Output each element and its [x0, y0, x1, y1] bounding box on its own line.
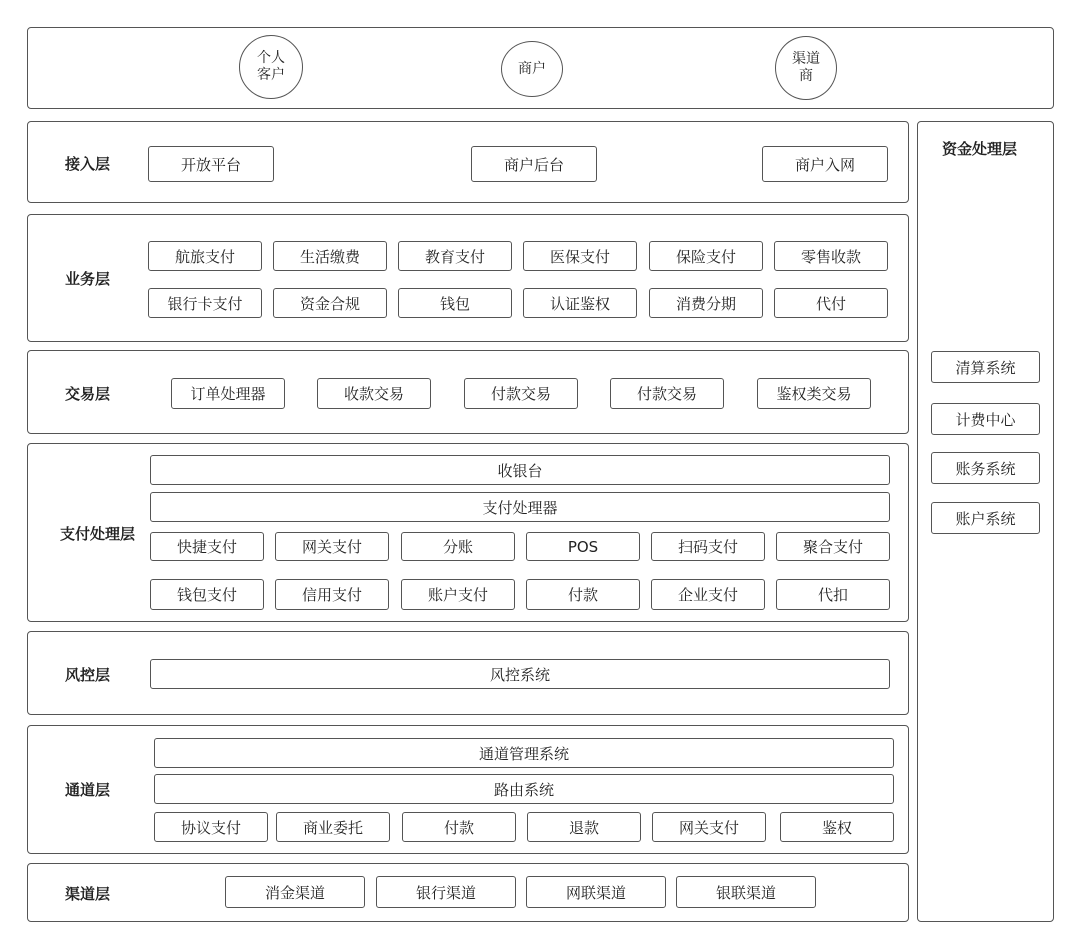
channel-item[interactable]: 消金渠道 [225, 876, 365, 908]
channel-item[interactable]: 银行渠道 [376, 876, 516, 908]
business-item[interactable]: 保险支付 [649, 241, 763, 271]
layer-label: 资金处理层 [942, 140, 1018, 158]
payment-item[interactable]: 网关支付 [275, 532, 389, 561]
business-item[interactable]: 医保支付 [523, 241, 637, 271]
risk-system-bar[interactable]: 风控系统 [150, 659, 890, 689]
layer-label: 风控层 [65, 666, 111, 684]
payment-item[interactable]: 分账 [401, 532, 515, 561]
channel-layer [27, 863, 909, 922]
actors-panel [27, 27, 1054, 109]
payment-item[interactable]: POS [526, 532, 640, 561]
gateway-item[interactable]: 商业委托 [276, 812, 390, 842]
business-item[interactable]: 教育支付 [398, 241, 512, 271]
business-layer [27, 214, 909, 342]
actor-label-line2: 商 [799, 68, 813, 84]
payment-item[interactable]: 企业支付 [651, 579, 765, 610]
payment-item[interactable]: 钱包支付 [150, 579, 264, 610]
business-item[interactable]: 航旅支付 [148, 241, 262, 271]
cashier-bar[interactable]: 收银台 [150, 455, 890, 485]
access-item[interactable]: 商户后台 [471, 146, 597, 182]
payment-layer [27, 443, 909, 622]
access-layer [27, 121, 909, 203]
business-item[interactable]: 资金合规 [273, 288, 387, 318]
payment-item[interactable]: 付款 [526, 579, 640, 610]
layer-label: 支付处理层 [60, 525, 136, 543]
gateway-item[interactable]: 付款 [402, 812, 516, 842]
gateway-layer [27, 725, 909, 854]
actor-label: 商户 [518, 60, 546, 77]
business-item[interactable]: 生活缴费 [273, 241, 387, 271]
layer-label: 接入层 [65, 155, 111, 173]
trade-item[interactable]: 鉴权类交易 [757, 378, 871, 409]
trade-item[interactable]: 订单处理器 [171, 378, 285, 409]
layer-label: 交易层 [65, 385, 111, 403]
processor-bar[interactable]: 支付处理器 [150, 492, 890, 522]
funds-layer [917, 121, 1054, 922]
gateway-management-bar[interactable]: 通道管理系统 [154, 738, 894, 768]
business-item[interactable]: 零售收款 [774, 241, 888, 271]
routing-bar[interactable]: 路由系统 [154, 774, 894, 804]
payment-item[interactable]: 信用支付 [275, 579, 389, 610]
business-item[interactable]: 消费分期 [649, 288, 763, 318]
access-item[interactable]: 开放平台 [148, 146, 274, 182]
payment-item[interactable]: 代扣 [776, 579, 890, 610]
actor-label-line1: 个人 [257, 50, 285, 66]
actor-label-line1: 渠道 [792, 51, 820, 67]
payment-item[interactable]: 快捷支付 [150, 532, 264, 561]
gateway-item[interactable]: 网关支付 [652, 812, 766, 842]
access-item[interactable]: 商户入网 [762, 146, 888, 182]
funds-item[interactable]: 清算系统 [931, 351, 1040, 383]
business-item[interactable]: 认证鉴权 [523, 288, 637, 318]
layer-label: 渠道层 [65, 885, 111, 903]
payment-item[interactable]: 聚合支付 [776, 532, 890, 561]
trade-item[interactable]: 付款交易 [464, 378, 578, 409]
risk-layer [27, 631, 909, 715]
business-item[interactable]: 钱包 [398, 288, 512, 318]
business-item[interactable]: 代付 [774, 288, 888, 318]
gateway-item[interactable]: 协议支付 [154, 812, 268, 842]
trade-layer [27, 350, 909, 434]
actor-label-line2: 客户 [257, 67, 285, 83]
payment-item[interactable]: 扫码支付 [651, 532, 765, 561]
layer-label: 业务层 [65, 270, 111, 288]
gateway-item[interactable]: 鉴权 [780, 812, 894, 842]
channel-item[interactable]: 银联渠道 [676, 876, 816, 908]
trade-item[interactable]: 收款交易 [317, 378, 431, 409]
actor-merchant[interactable] [501, 41, 563, 97]
actor-channel-partner[interactable] [775, 36, 837, 100]
business-item[interactable]: 银行卡支付 [148, 288, 262, 318]
layer-label: 通道层 [65, 781, 111, 799]
payment-item[interactable]: 账户支付 [401, 579, 515, 610]
gateway-item[interactable]: 退款 [527, 812, 641, 842]
trade-item[interactable]: 付款交易 [610, 378, 724, 409]
funds-item[interactable]: 账务系统 [931, 452, 1040, 484]
funds-item[interactable]: 账户系统 [931, 502, 1040, 534]
funds-item[interactable]: 计费中心 [931, 403, 1040, 435]
channel-item[interactable]: 网联渠道 [526, 876, 666, 908]
actor-personal-customer[interactable] [239, 35, 303, 99]
